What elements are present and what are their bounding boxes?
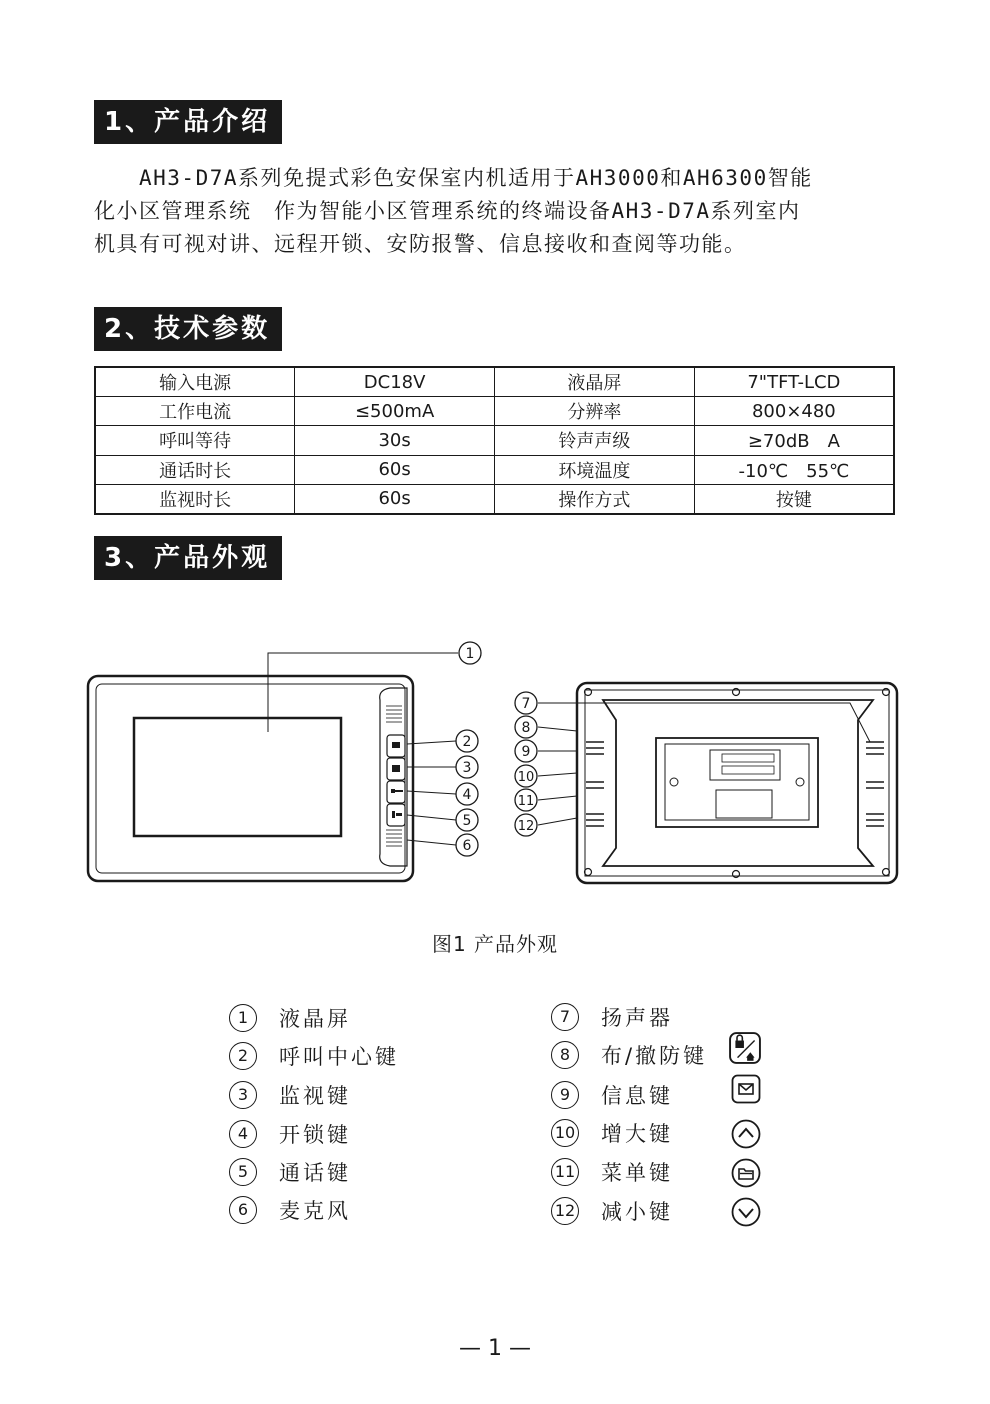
up-icon <box>731 1119 761 1149</box>
spec-label: 环境温度 <box>495 455 695 484</box>
svg-text:6: 6 <box>462 838 472 854</box>
svg-text:5: 5 <box>462 813 472 829</box>
callout-4 <box>456 783 478 805</box>
svg-text:8: 8 <box>521 720 531 736</box>
message-icon <box>731 1074 761 1104</box>
legend-number: 12 <box>551 1197 579 1225</box>
table-row <box>95 455 894 484</box>
legend-label: 信息键 <box>601 1084 673 1108</box>
svg-text:11: 11 <box>517 794 535 809</box>
spec-label: 分辨率 <box>495 397 695 426</box>
legend-number: 1 <box>229 1004 257 1032</box>
table-row <box>95 484 894 514</box>
callout-10 <box>515 765 537 787</box>
legend-item <box>229 1039 399 1073</box>
callout-1 <box>459 642 481 664</box>
spec-value: ≥70dB A <box>694 426 894 455</box>
svg-text:12: 12 <box>517 819 535 834</box>
table-row <box>95 397 894 426</box>
callout-12 <box>515 814 537 836</box>
legend-item <box>551 1194 673 1228</box>
legend-number: 6 <box>229 1196 257 1224</box>
legend-label: 液晶屏 <box>279 1007 351 1031</box>
spec-value: 60s <box>295 484 495 514</box>
spec-value: 7"TFT-LCD <box>694 367 894 397</box>
spec-value: 60s <box>295 455 495 484</box>
legend-item <box>229 1078 351 1112</box>
legend-number: 10 <box>551 1119 579 1147</box>
spec-label: 液晶屏 <box>495 367 695 397</box>
svg-text:4: 4 <box>462 787 472 803</box>
back-unit-body <box>577 683 897 883</box>
svg-text:7: 7 <box>521 696 531 712</box>
callout-11 <box>515 789 537 811</box>
legend-label: 麦克风 <box>279 1199 351 1223</box>
menu-icon <box>731 1158 761 1188</box>
legend-label: 减小键 <box>601 1200 673 1224</box>
intro-line: AH3-D7A系列免提式彩色安保室内机适用于AH3000和AH6300智能 <box>94 166 813 190</box>
svg-text:2: 2 <box>462 734 472 750</box>
legend-item <box>551 1155 673 1189</box>
legend-label: 通话键 <box>279 1161 351 1185</box>
callout-6 <box>456 834 478 856</box>
legend-label: 开锁键 <box>279 1123 351 1147</box>
table-row <box>95 426 894 455</box>
spec-label: 通话时长 <box>95 455 295 484</box>
front-unit-body <box>88 676 413 881</box>
page-number: — 1 — <box>459 1336 531 1361</box>
legend-item <box>551 1038 707 1072</box>
spec-value: 30s <box>295 426 495 455</box>
figure-caption: 图1 产品外观 <box>431 932 559 956</box>
legend-label: 呼叫中心键 <box>279 1045 399 1069</box>
legend-number: 2 <box>229 1042 257 1070</box>
spec-value: -10℃ 55℃ <box>694 455 894 484</box>
callout-9 <box>515 740 537 762</box>
spec-label: 监视时长 <box>95 484 295 514</box>
legend-label: 增大键 <box>601 1122 673 1146</box>
legend-item <box>551 1116 673 1150</box>
callout-2 <box>456 730 478 752</box>
callout-8 <box>515 716 537 738</box>
spec-label: 输入电源 <box>95 367 295 397</box>
svg-text:9: 9 <box>521 744 531 760</box>
svg-text:1: 1 <box>465 646 475 662</box>
legend-item <box>229 1193 351 1227</box>
down-icon <box>731 1197 761 1227</box>
intro-line: 机具有可视对讲、远程开锁、安防报警、信息接收和查阅等功能。 <box>94 232 747 256</box>
spec-value: 按键 <box>694 484 894 514</box>
product-figure <box>0 620 990 900</box>
spec-label: 工作电流 <box>95 397 295 426</box>
legend-item <box>551 1078 673 1112</box>
legend-number: 8 <box>551 1041 579 1069</box>
spec-value: 800×480 <box>694 397 894 426</box>
section-title-intro: 1、产品介绍 <box>94 100 282 144</box>
arm-disarm-icon <box>729 1029 761 1067</box>
spec-value: DC18V <box>295 367 495 397</box>
spec-table <box>94 366 895 515</box>
legend-number: 9 <box>551 1081 579 1109</box>
spec-label: 操作方式 <box>495 484 695 514</box>
legend-label: 菜单键 <box>601 1161 673 1185</box>
legend-item <box>229 1001 351 1035</box>
legend-number: 3 <box>229 1081 257 1109</box>
section-title-tech: 2、技术参数 <box>94 307 282 351</box>
legend-label: 扬声器 <box>601 1006 673 1030</box>
legend-label: 布/撤防键 <box>601 1044 708 1068</box>
intro-line: 化小区管理系统 作为智能小区管理系统的终端设备AH3-D7A系列室内 <box>94 199 801 223</box>
legend-number: 4 <box>229 1120 257 1148</box>
lcd-screen <box>134 718 341 836</box>
legend-number: 7 <box>551 1003 579 1031</box>
legend-item <box>229 1117 351 1151</box>
callout-3 <box>456 756 478 778</box>
svg-text:3: 3 <box>462 760 472 776</box>
spec-value: ≤500mA <box>295 397 495 426</box>
table-row <box>95 367 894 397</box>
legend-item <box>551 1000 673 1034</box>
svg-text:10: 10 <box>517 770 535 785</box>
callout-7 <box>515 692 537 714</box>
legend-number: 5 <box>229 1158 257 1186</box>
legend-item <box>229 1155 351 1189</box>
section-title-appearance: 3、产品外观 <box>94 536 282 580</box>
legend-number: 11 <box>551 1158 579 1186</box>
spec-label: 呼叫等待 <box>95 426 295 455</box>
legend-label: 监视键 <box>279 1084 351 1108</box>
intro-paragraph <box>94 162 904 261</box>
callout-5 <box>456 809 478 831</box>
spec-label: 铃声声级 <box>495 426 695 455</box>
